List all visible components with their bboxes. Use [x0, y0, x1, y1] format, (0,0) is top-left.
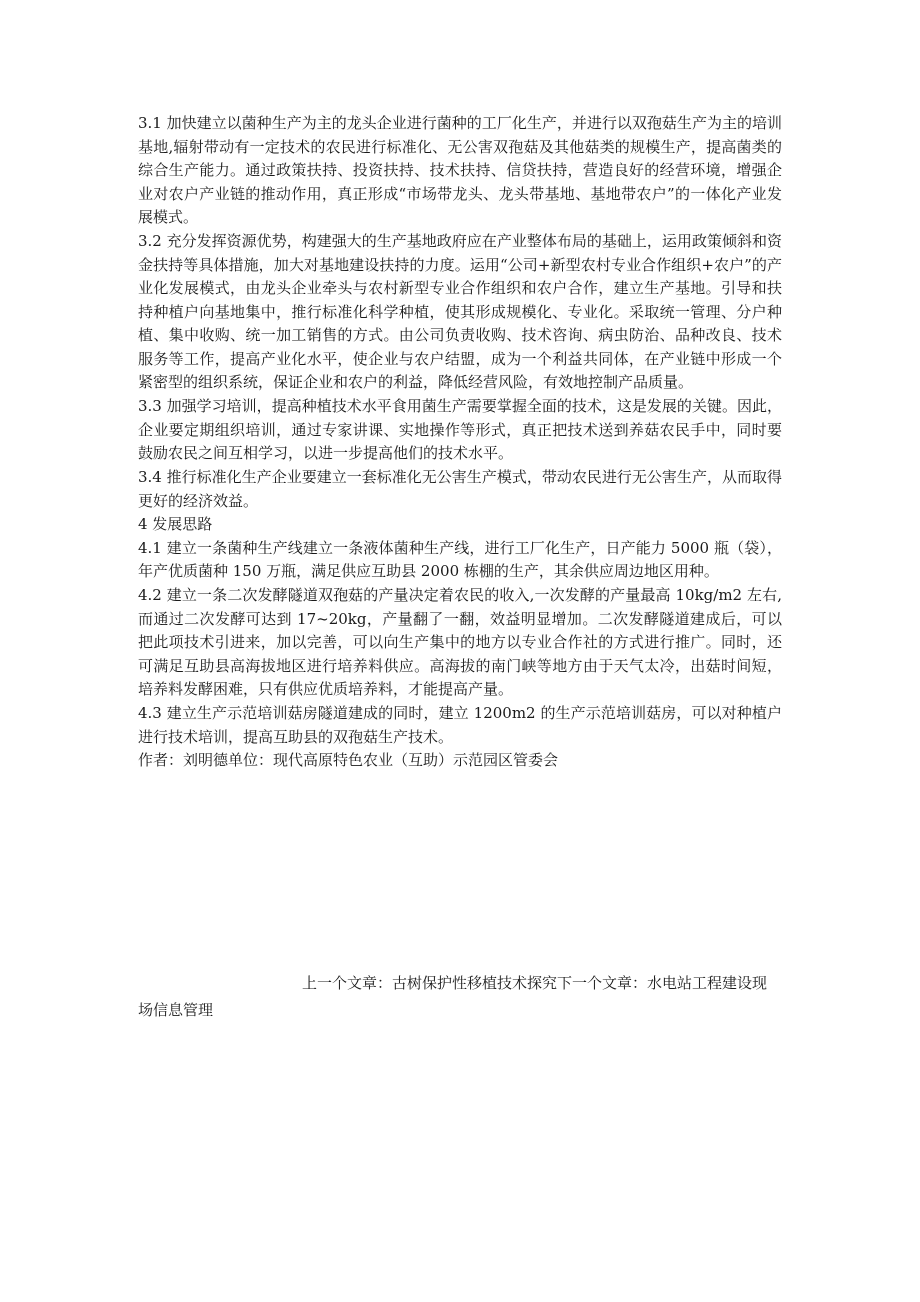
- paragraph-4-1: 4.1 建立一条菌种生产线建立一条液体菌种生产线，进行工厂化生产，日产能力 5000 瓶（袋），年产优质菌种 150 万瓶，满足供应互助县 2000 栋棚的生产，其余供应周边地区用种。: [138, 538, 782, 580]
- paragraph-3-4: 3.4 推行标准化生产企业要建立一套标准化无公害生产模式，带动农民进行无公害生产，从而取得更好的经济效益。: [138, 468, 782, 510]
- prev-article-label: 上一个文章：: [302, 974, 393, 992]
- article-body: [138, 112, 782, 773]
- author-line: 作者：刘明德单位：现代高原特色农业（互助）示范园区管委会: [138, 751, 559, 769]
- next-article-label: 下一个文章：: [557, 974, 648, 992]
- paragraph-4-3: 4.3 建立生产示范培训菇房隧道建成的同时，建立 1200m2 的生产示范培训菇房，可以对种植户进行技术培训，提高互助县的双孢菇生产技术。: [138, 704, 782, 746]
- prev-article-link[interactable]: 古树保护性移植技术探究: [392, 974, 558, 992]
- next-article-link[interactable]: 水电站工程建设现场信息管理: [138, 974, 768, 1019]
- paragraph-3-3: 3.3 加强学习培训，提高种植技术水平食用菌生产需要掌握全面的技术，这是发展的关键。因此，企业要定期组织培训，通过专家讲课、实地操作等形式，真正把技术送到养菇农民手中，同时要鼓励农民之间互相学习，以进一步提高他们的技术水平。: [138, 397, 782, 462]
- paragraph-3-1: 3.1 加快建立以菌种生产为主的龙头企业进行菌种的工厂化生产，并进行以双孢菇生产为主的培训基地,辐射带动有一定技术的农民进行标准化、无公害双孢菇及其他菇类的规模生产，提高菌类的综合生产能力。通过政策扶持、投资扶持、技术扶持、信贷扶持，营造良好的经营环境，增强企业对农户产业链的推动作用，真正形成“市场带龙头、龙头带基地、基地带农户”的一体化产业发展模式。: [138, 114, 782, 226]
- paragraph-4-2: 4.2 建立一条二次发酵隧道双孢菇的产量决定着农民的收入,一次发酵的产量最高 10kg/m2 左右,而通过二次发酵可达到 17~20kg，产量翻了一翻，效益明显增加。二次发酵隧道建成后，可以把此项技术引进来，加以完善，可以向生产集中的地方以专业合作社的方式进行推广。同时，还可满足互助县高海拔地区进行培养料供应。高海拔的南门峡等地方由于天气太冷，出菇时间短，培养料发酵困难，只有供应优质培养料，才能提高产量。: [138, 586, 782, 698]
- article-navigation: [138, 970, 782, 1024]
- paragraph-3-2: 3.2 充分发挥资源优势，构建强大的生产基地政府应在产业整体布局的基础上，运用政策倾斜和资金扶持等具体措施，加大对基地建设扶持的力度。运用“公司+新型农村专业合作组织+农户”的产业化发展模式，由龙头企业牵头与农村新型专业合作组织和农户合作，建立生产基地。引导和扶持种植户向基地集中，推行标准化科学种植，使其形成规模化、专业化。采取统一管理、分户种植、集中收购、统一加工销售的方式。由公司负责收购、技术咨询、病虫防治、品种改良、技术服务等工作，提高产业化水平，使企业与农户结盟，成为一个利益共同体，在产业链中形成一个紧密型的组织系统，保证企业和农户的利益，降低经营风险，有效地控制产品质量。: [138, 232, 782, 391]
- section-heading: 4 发展思路: [138, 515, 213, 533]
